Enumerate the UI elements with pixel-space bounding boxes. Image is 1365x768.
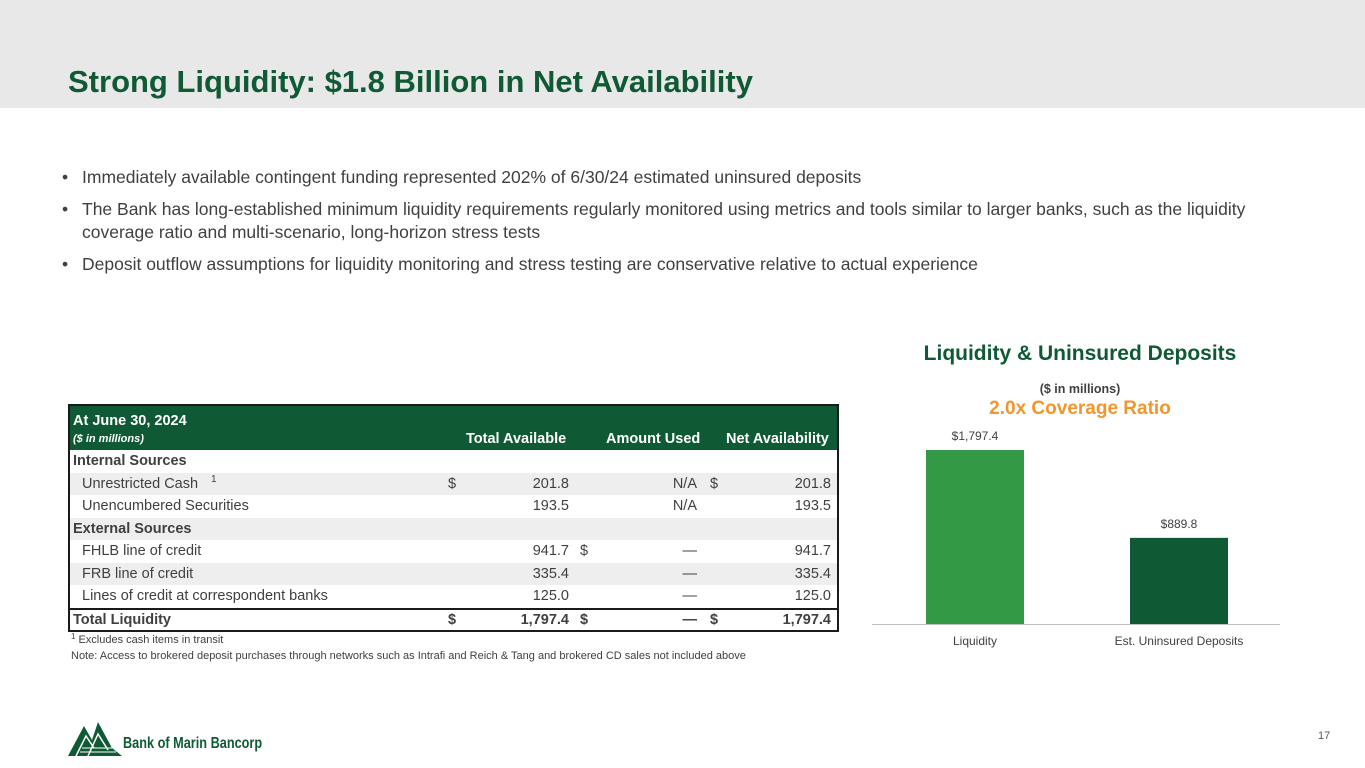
liquidity-table xyxy=(68,404,839,632)
net-availability-value: 941.7 xyxy=(794,543,831,559)
footnote-note: Note: Access to brokered deposit purchases through networks such as Intrafi and Reich & Tang and brokered CD sales not included above xyxy=(71,650,746,662)
row-label: Unencumbered Securities xyxy=(82,498,249,514)
bar-chart xyxy=(860,420,1300,660)
table-row xyxy=(70,585,837,608)
bar-liquidity xyxy=(926,450,1024,624)
net-availability-value: 125.0 xyxy=(794,588,831,604)
amount-used-value: — xyxy=(682,611,697,628)
column-header-amount-used: Amount Used xyxy=(606,431,701,447)
data-label: $889.8 xyxy=(1160,516,1198,531)
table-row xyxy=(70,540,837,563)
bullet-list xyxy=(62,166,1262,285)
row-label: FHLB line of credit xyxy=(82,543,202,559)
total-row xyxy=(70,608,837,630)
logo-text: Bank of Marin Bancorp xyxy=(123,735,263,752)
row-label: Unrestricted Cash xyxy=(82,475,199,492)
column-header-net-availability: Net Availability xyxy=(726,431,829,447)
footnote-text: Excludes cash items in transit xyxy=(78,634,224,646)
category-label: Liquidity xyxy=(952,634,998,648)
row-label: External Sources xyxy=(73,520,192,537)
total-available-value: 941.7 xyxy=(532,543,569,559)
net-availability-value: 1,797.4 xyxy=(782,611,831,628)
coverage-ratio-label: 2.0x Coverage Ratio xyxy=(989,398,1171,419)
table-row xyxy=(70,563,837,586)
bullet-marker: • xyxy=(62,254,69,274)
net-availability-value: 201.8 xyxy=(794,475,831,492)
footnote-cash xyxy=(71,634,223,646)
currency-sign: $ xyxy=(580,543,589,559)
table-header-title: At June 30, 2024 xyxy=(73,413,187,429)
bullet-text: Deposit outflow assumptions for liquidity monitoring and stress testing are conservative relative to actual experience xyxy=(82,254,978,274)
table-row xyxy=(70,473,837,496)
bullet-item xyxy=(62,198,1262,244)
row-label: Total Liquidity xyxy=(73,611,171,628)
bullet-item xyxy=(62,253,1262,276)
page-number: 17 xyxy=(1318,730,1331,742)
chart-title: Liquidity & Uninsured Deposits xyxy=(923,342,1237,365)
section-row xyxy=(70,518,837,541)
table-header-subtitle: ($ in millions) xyxy=(73,433,144,445)
net-availability-value: 193.5 xyxy=(794,498,831,514)
total-available-value: 1,797.4 xyxy=(520,611,569,628)
column-header-total-available: Total Available xyxy=(466,431,567,447)
category-label: Est. Uninsured Deposits xyxy=(1114,634,1244,648)
row-label: FRB line of credit xyxy=(82,565,194,582)
table-header xyxy=(70,406,837,450)
page-title: Strong Liquidity: $1.8 Billion in Net Availability xyxy=(68,64,753,99)
amount-used-value: — xyxy=(682,588,697,604)
chart-subtitle: ($ in millions) xyxy=(1039,382,1121,396)
currency-sign: $ xyxy=(710,611,719,628)
bullet-item xyxy=(62,166,1262,189)
footnote-ref: 1 xyxy=(211,473,217,485)
amount-used-value: N/A xyxy=(672,475,697,492)
total-available-value: 125.0 xyxy=(532,588,569,604)
footnote-marker: 1 xyxy=(71,632,76,641)
bullet-marker: • xyxy=(62,167,69,187)
currency-sign: $ xyxy=(710,475,719,492)
bullet-marker: • xyxy=(62,199,69,219)
currency-sign: $ xyxy=(448,611,457,628)
bullet-text: Immediately available contingent funding represented 202% of 6/30/24 estimated uninsured deposits xyxy=(82,167,862,187)
amount-used-value: N/A xyxy=(672,498,697,514)
total-available-value: 335.4 xyxy=(532,565,569,582)
table-body xyxy=(70,450,837,630)
bar-uninsured-deposits xyxy=(1130,538,1228,624)
currency-sign: $ xyxy=(448,475,457,492)
net-availability-value: 335.4 xyxy=(794,565,831,582)
row-label: Internal Sources xyxy=(73,453,187,469)
total-available-value: 193.5 xyxy=(532,498,569,514)
amount-used-value: — xyxy=(682,543,697,559)
total-available-value: 201.8 xyxy=(532,475,569,492)
row-label: Lines of credit at correspondent banks xyxy=(82,588,328,604)
bullet-text: The Bank has long-established minimum liquidity requirements regularly monitored using metrics and tools similar to larger banks, such as the liquidity coverage ratio and multi-scenario, long-horizon stress tests xyxy=(82,199,1246,242)
table-row xyxy=(70,495,837,518)
currency-sign: $ xyxy=(580,611,589,628)
amount-used-value: — xyxy=(682,565,697,582)
mountain-tree-icon xyxy=(68,718,122,758)
data-label: $1,797.4 xyxy=(951,429,999,443)
section-row xyxy=(70,450,837,473)
